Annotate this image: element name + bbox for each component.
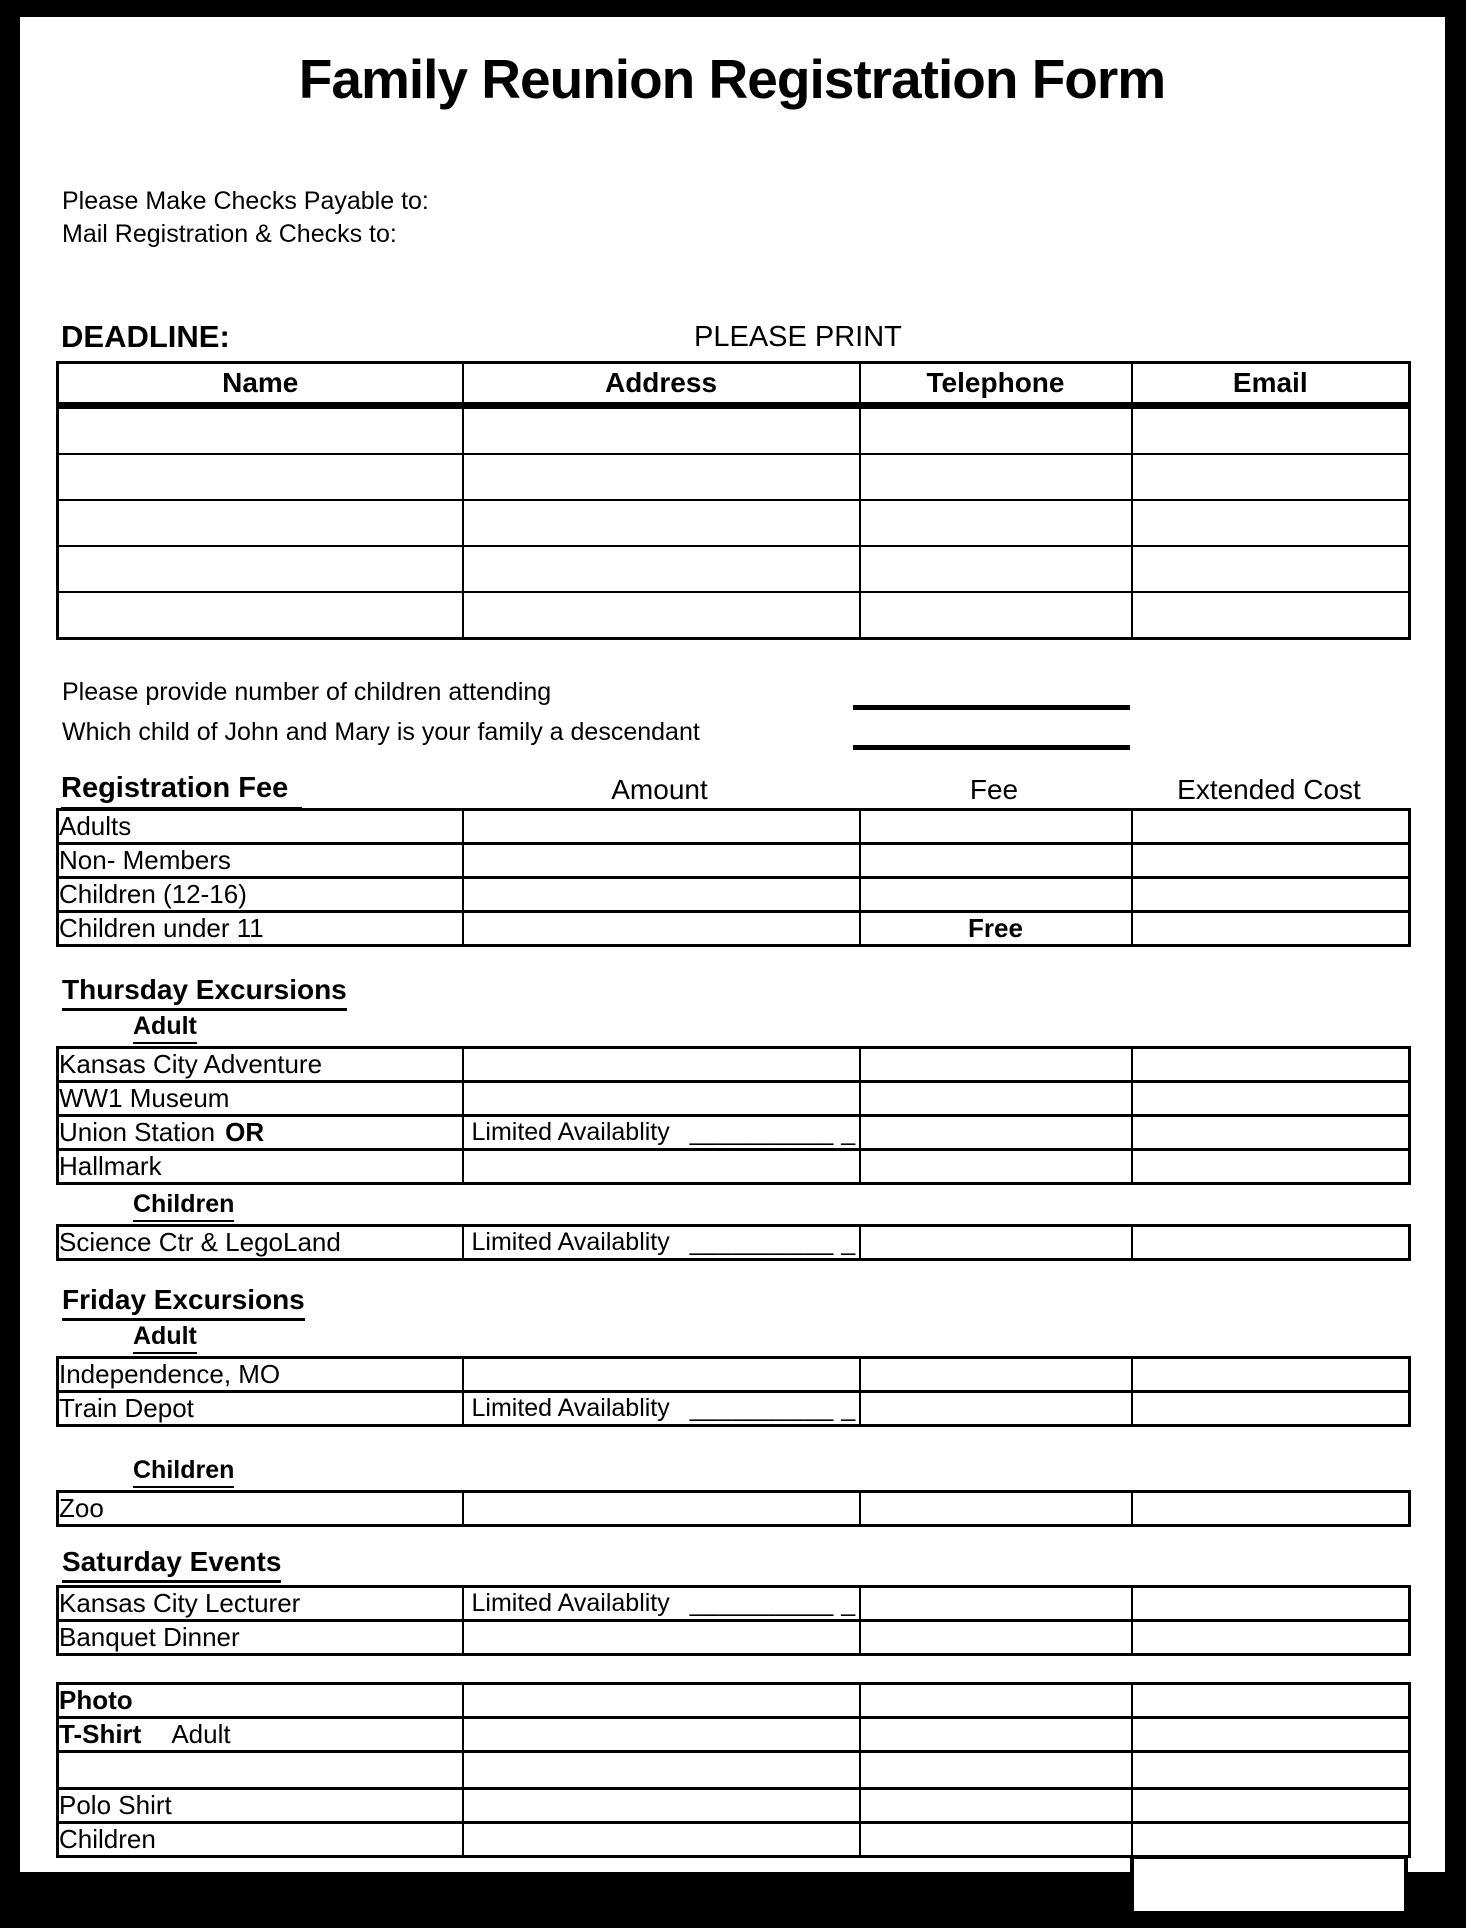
fee-cell[interactable] <box>860 1116 1132 1150</box>
availability-blank[interactable]: __________ _ <box>689 1118 856 1146</box>
table-row <box>58 500 1410 546</box>
table-row <box>58 810 1410 844</box>
table-row <box>58 454 1410 500</box>
availability-note: Limited Availablity <box>471 1589 670 1617</box>
subheading-friday-children: Children <box>133 1455 1408 1488</box>
photo-tshirt-table <box>56 1682 1411 1858</box>
row-label: Train Depot <box>58 1392 463 1426</box>
extended-cost-cell[interactable] <box>1132 1226 1410 1260</box>
question-label: Please provide number of children attending <box>62 678 552 706</box>
deadline-row <box>56 317 1408 357</box>
section-heading-friday: Friday Excursions <box>62 1283 1408 1321</box>
table-row <box>58 844 1410 878</box>
extended-cost-header: Extended Cost <box>1177 774 1361 810</box>
table-row <box>58 406 1410 455</box>
availability-note-cell[interactable] <box>463 1587 860 1621</box>
address-cell[interactable] <box>463 406 860 455</box>
table-row <box>58 878 1410 912</box>
row-label: Hallmark <box>58 1150 463 1184</box>
amount-cell[interactable] <box>463 1150 860 1184</box>
address-cell[interactable] <box>463 546 860 592</box>
thursday-children-table <box>56 1224 1411 1261</box>
table-row <box>58 1048 1410 1082</box>
availability-note: Limited Availablity <box>471 1118 670 1146</box>
address-cell[interactable] <box>463 592 860 639</box>
address-cell[interactable] <box>463 500 860 546</box>
checks-payable-line: Please Make Checks Payable to: <box>62 187 429 215</box>
total-amount-box[interactable] <box>1130 1855 1408 1915</box>
name-cell[interactable] <box>58 500 463 546</box>
table-row <box>58 1226 1410 1260</box>
fee-cell[interactable] <box>860 810 1132 844</box>
row-label: Banquet Dinner <box>58 1621 463 1655</box>
table-row <box>58 1718 1410 1752</box>
fee-cell[interactable] <box>860 1621 1132 1655</box>
amount-cell[interactable] <box>463 1082 860 1116</box>
amount-cell[interactable] <box>463 1684 860 1718</box>
form-page <box>20 17 1445 1903</box>
fee-cell[interactable] <box>860 1082 1132 1116</box>
extended-cost-cell[interactable] <box>1132 1048 1410 1082</box>
tshirt-row-label: T-Shirt Adult <box>58 1718 463 1752</box>
name-cell[interactable] <box>58 406 463 455</box>
contact-table <box>56 361 1411 640</box>
amount-cell[interactable] <box>463 878 860 912</box>
fee-cell[interactable] <box>860 1358 1132 1392</box>
photo-row-label: Photo <box>58 1684 463 1718</box>
extended-cost-cell[interactable] <box>1132 1116 1410 1150</box>
subheading-thursday-adult: Adult <box>133 1011 1408 1044</box>
extended-cost-cell[interactable] <box>1132 1392 1410 1426</box>
address-cell[interactable] <box>463 454 860 500</box>
tshirt-adult-label: Adult <box>171 1719 231 1749</box>
table-row <box>58 1684 1410 1718</box>
table-row <box>58 1752 1410 1789</box>
column-header-address: Address <box>463 363 860 406</box>
contact-header-row <box>58 363 1410 406</box>
table-row <box>58 592 1410 639</box>
amount-cell[interactable] <box>463 912 860 946</box>
fee-cell[interactable] <box>860 1587 1132 1621</box>
fee-cell[interactable] <box>860 1492 1132 1526</box>
availability-blank[interactable]: __________ _ <box>689 1394 856 1422</box>
availability-blank[interactable]: __________ _ <box>689 1589 856 1617</box>
form-title: Family Reunion Registration Form <box>298 48 1166 110</box>
registration-fee-table <box>56 808 1411 947</box>
row-label: Union Station OR <box>58 1116 463 1150</box>
row-label[interactable] <box>58 1752 463 1789</box>
row-label: Kansas City Lecturer <box>58 1587 463 1621</box>
fee-cell[interactable] <box>860 1823 1132 1857</box>
row-label: Children (12-16) <box>58 878 463 912</box>
extended-cost-cell[interactable] <box>1132 878 1410 912</box>
amount-cell[interactable] <box>463 1358 860 1392</box>
extended-cost-cell[interactable] <box>1132 810 1410 844</box>
friday-children-table <box>56 1490 1411 1527</box>
extended-cost-cell[interactable] <box>1132 1587 1410 1621</box>
availability-note: Limited Availablity <box>471 1228 670 1256</box>
amount-cell[interactable] <box>463 844 860 878</box>
fee-header: Fee <box>970 774 1018 810</box>
question-children-attending <box>56 672 1408 712</box>
row-label: Kansas City Adventure <box>58 1048 463 1082</box>
row-label: Zoo <box>58 1492 463 1526</box>
row-label: Children under 11 <box>58 912 463 946</box>
fee-cell[interactable] <box>860 1789 1132 1823</box>
extended-cost-cell[interactable] <box>1132 1684 1410 1718</box>
email-cell[interactable] <box>1132 546 1410 592</box>
email-cell[interactable] <box>1132 592 1410 639</box>
availability-blank[interactable]: __________ _ <box>689 1228 856 1256</box>
amount-cell[interactable] <box>463 1718 860 1752</box>
row-label: Science Ctr & LegoLand <box>58 1226 463 1260</box>
table-row <box>58 1082 1410 1116</box>
fee-free-value: Free <box>860 912 1132 946</box>
email-cell[interactable] <box>1132 500 1410 546</box>
row-label: Adults <box>58 810 463 844</box>
row-label: Non- Members <box>58 844 463 878</box>
children-count-blank[interactable] <box>853 705 1130 710</box>
extended-cost-cell[interactable] <box>1132 1621 1410 1655</box>
or-label: OR <box>225 1117 265 1147</box>
extended-cost-cell[interactable] <box>1132 912 1410 946</box>
fee-cell[interactable] <box>860 1684 1132 1718</box>
table-row <box>58 1789 1410 1823</box>
fee-cell[interactable] <box>860 1392 1132 1426</box>
fee-cell[interactable] <box>860 1150 1132 1184</box>
extended-cost-cell[interactable] <box>1132 844 1410 878</box>
fee-cell[interactable] <box>860 878 1132 912</box>
table-row <box>58 912 1410 946</box>
fee-header-row <box>56 772 1408 808</box>
telephone-cell[interactable] <box>860 592 1132 639</box>
subheading-thursday-children: Children <box>133 1189 1408 1222</box>
telephone-cell[interactable] <box>860 546 1132 592</box>
email-cell[interactable] <box>1132 454 1410 500</box>
amount-cell[interactable] <box>463 1621 860 1655</box>
amount-cell[interactable] <box>463 1789 860 1823</box>
row-label: WW1 Museum <box>58 1082 463 1116</box>
extended-cost-cell[interactable] <box>1132 1082 1410 1116</box>
fee-cell[interactable] <box>860 1718 1132 1752</box>
amount-cell[interactable] <box>463 1048 860 1082</box>
friday-adult-table <box>56 1356 1411 1427</box>
table-row <box>58 1587 1410 1621</box>
extended-cost-cell[interactable] <box>1132 1718 1410 1752</box>
amount-cell[interactable] <box>463 1492 860 1526</box>
question-label: Which child of John and Mary is your family a descendant <box>62 718 700 746</box>
fee-cell[interactable] <box>860 1226 1132 1260</box>
children-row-label: Children <box>58 1823 463 1857</box>
row-label: Independence, MO <box>58 1358 463 1392</box>
column-header-email: Email <box>1132 363 1410 406</box>
deadline-label: DEADLINE: <box>61 319 230 354</box>
table-row <box>58 1150 1410 1184</box>
availability-note-cell[interactable] <box>463 1116 860 1150</box>
please-print-label: PLEASE PRINT <box>694 321 902 353</box>
table-row <box>58 1621 1410 1655</box>
section-heading-saturday: Saturday Events <box>62 1545 1408 1583</box>
name-cell[interactable] <box>58 592 463 639</box>
availability-note: Limited Availablity <box>471 1394 670 1422</box>
fee-cell[interactable] <box>860 1752 1132 1789</box>
registration-fee-label: Registration Fee <box>61 772 302 810</box>
polo-row-label: Polo Shirt <box>58 1789 463 1823</box>
extended-cost-cell[interactable] <box>1132 1823 1410 1857</box>
table-row <box>58 1823 1410 1857</box>
table-row <box>58 546 1410 592</box>
table-row <box>58 1492 1410 1526</box>
subheading-friday-adult: Adult <box>133 1321 1408 1354</box>
table-row <box>58 1358 1410 1392</box>
column-header-telephone: Telephone <box>860 363 1132 406</box>
telephone-cell[interactable] <box>860 500 1132 546</box>
amount-cell[interactable] <box>463 810 860 844</box>
extended-cost-cell[interactable] <box>1132 1752 1410 1789</box>
table-row <box>58 1392 1410 1426</box>
extended-cost-cell[interactable] <box>1132 1358 1410 1392</box>
telephone-cell[interactable] <box>860 406 1132 455</box>
saturday-events-table <box>56 1585 1411 1656</box>
section-heading-thursday: Thursday Excursions <box>62 973 1408 1011</box>
amount-cell[interactable] <box>463 1823 860 1857</box>
email-cell[interactable] <box>1132 406 1410 455</box>
extended-cost-cell[interactable] <box>1132 1789 1410 1823</box>
total-label: TOTAL <box>983 1866 1090 1903</box>
fee-cell[interactable] <box>860 844 1132 878</box>
descendant-blank[interactable] <box>853 745 1130 750</box>
amount-cell[interactable] <box>463 1752 860 1789</box>
fee-cell[interactable] <box>860 1048 1132 1082</box>
availability-note-cell[interactable] <box>463 1226 860 1260</box>
total-row <box>56 1858 1408 1928</box>
thursday-adult-table <box>56 1046 1411 1185</box>
extended-cost-cell[interactable] <box>1132 1492 1410 1526</box>
amount-header: Amount <box>611 774 708 810</box>
table-row <box>58 1116 1410 1150</box>
mail-registration-line: Mail Registration & Checks to: <box>62 220 397 248</box>
availability-note-cell[interactable] <box>463 1392 860 1426</box>
column-header-name: Name <box>58 363 463 406</box>
name-cell[interactable] <box>58 546 463 592</box>
telephone-cell[interactable] <box>860 454 1132 500</box>
name-cell[interactable] <box>58 454 463 500</box>
extended-cost-cell[interactable] <box>1132 1150 1410 1184</box>
question-descendant <box>56 712 1408 752</box>
